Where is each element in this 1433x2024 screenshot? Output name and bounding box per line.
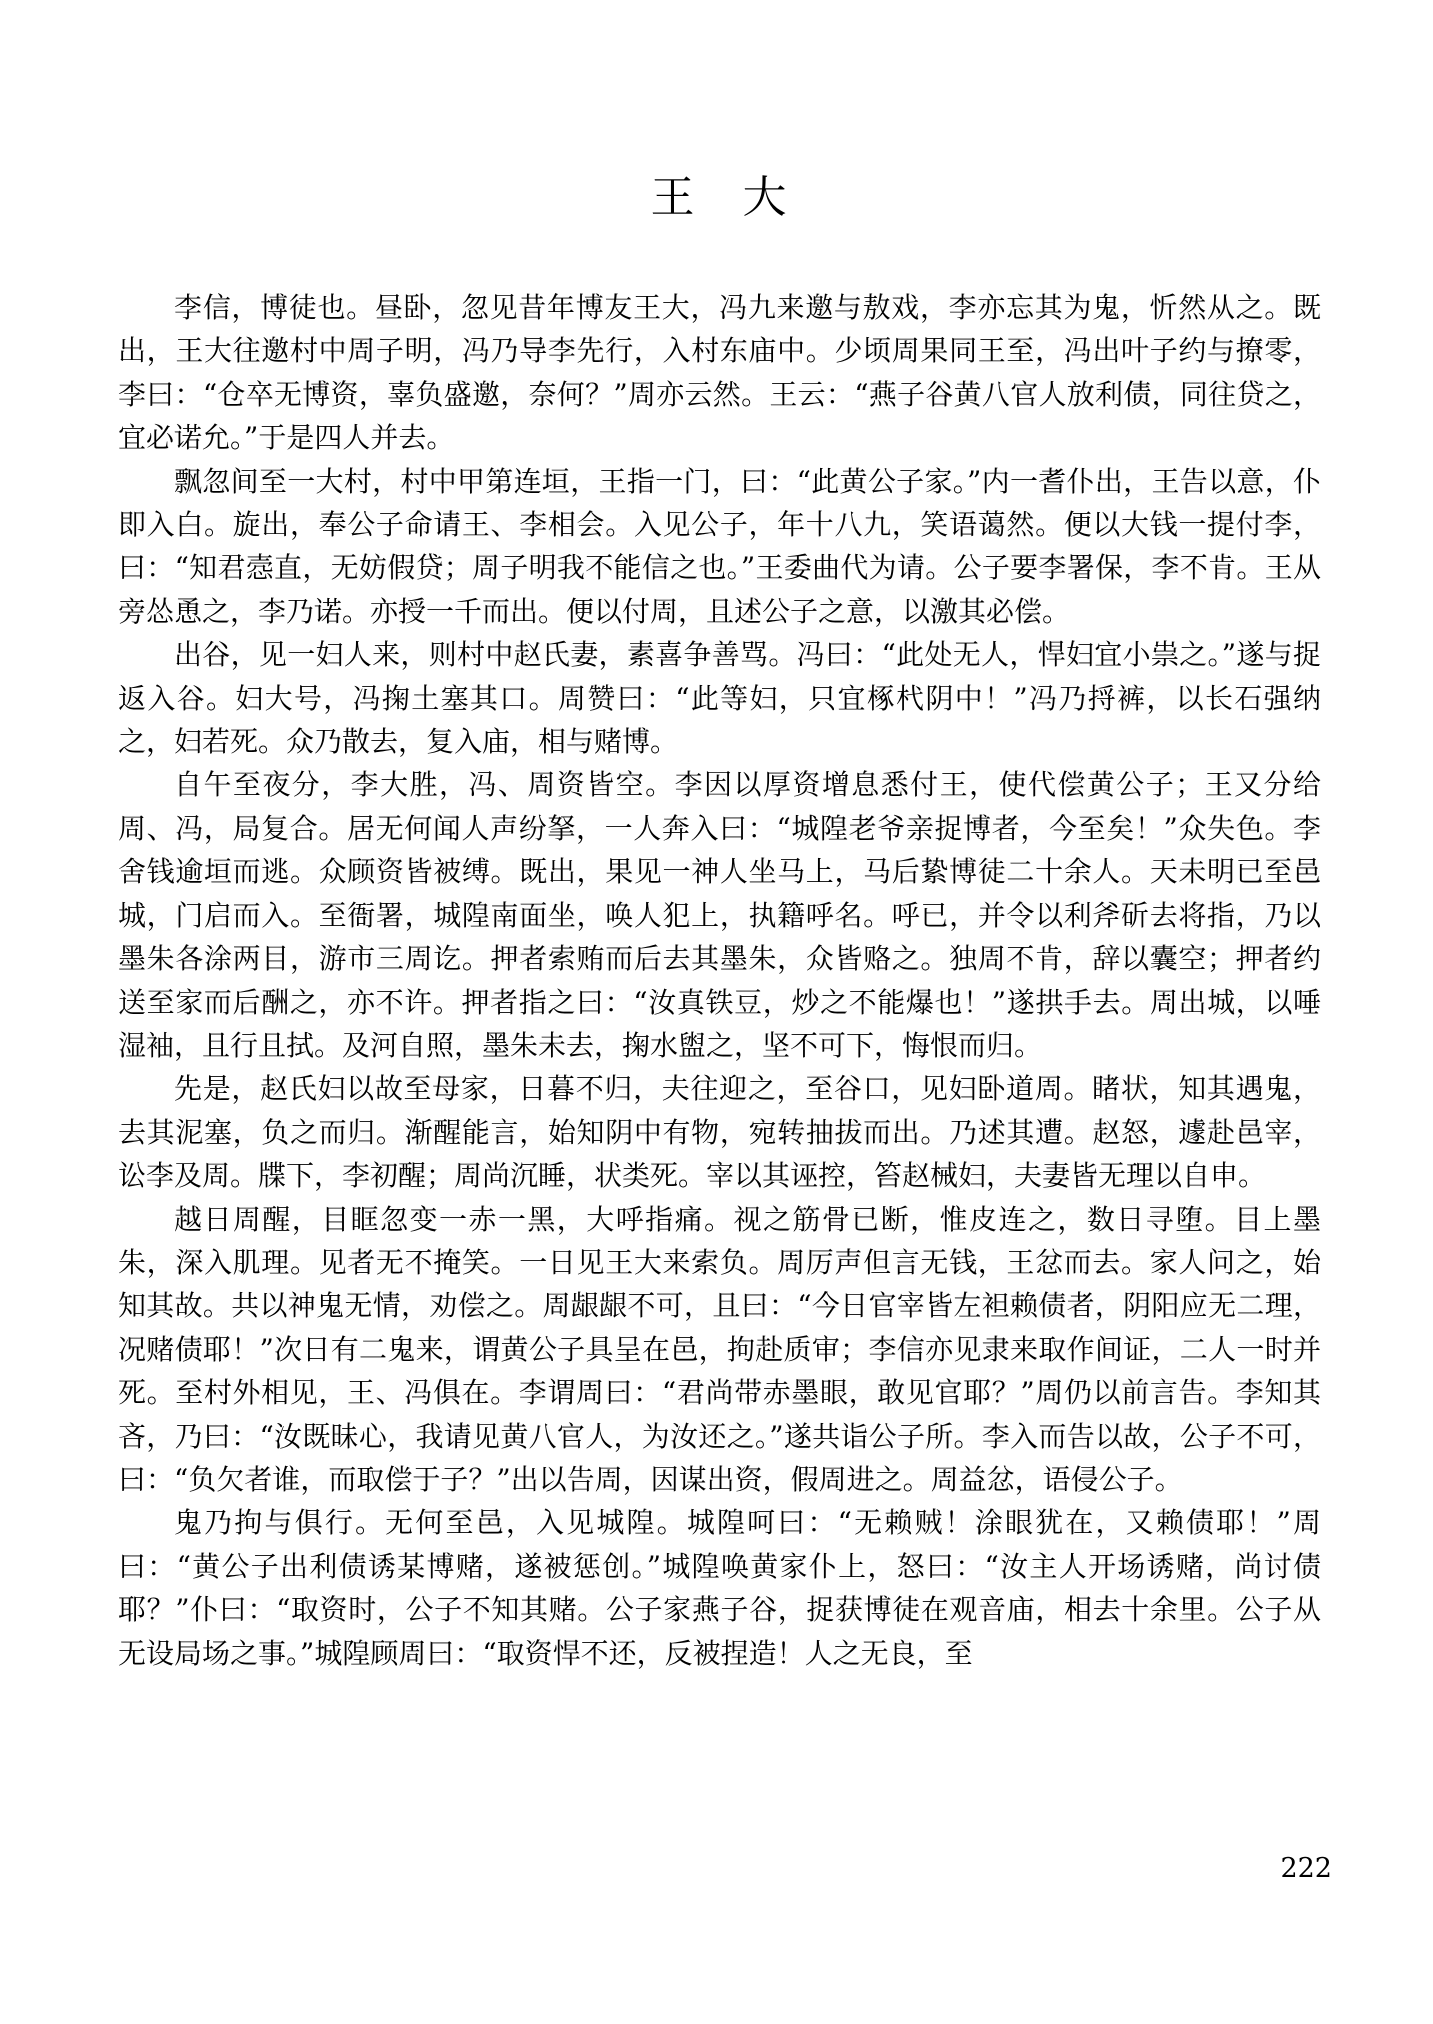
story-body	[118, 286, 1321, 1675]
page-title: 王 大	[650, 172, 789, 223]
page-number: 222	[1280, 1853, 1332, 1884]
paragraph-5: 先是，赵氏妇以故至母家，日暮不归，夫往迎之，至谷口，见妇卧道周。睹状，知其遇鬼，去其泥塞，负之而归。渐醒能言，始知阴中有物，宛转抽拔而出。乃述其遭。赵怒，遽赴邑宰，讼李及周。牒下，李初醒；周尚沉睡，状类死。宰以其诬控，笞赵械妇，夫妻皆无理以自申。	[118, 1072, 1321, 1193]
paragraph-6: 越日周醒，目眶忽变一赤一黑，大呼指痛。视之筋骨已断，惟皮连之，数日寻堕。目上墨朱，深入肌理。见者无不掩笑。一日见王大来索负。周厉声但言无钱，王忿而去。家人问之，始知其故。共以神鬼无情，劝偿之。周龈龈不可，且曰：“今日官宰皆左袒赖债者，阴阳应无二理，况赌债耶！”次日有二鬼来，谓黄公子具呈在邑，拘赴质审；李信亦见隶来取作间证，二人一时并死。至村外相见，王、冯俱在。李谓周曰：“君尚带赤墨眼，敢见官耶？”周仍以前言告。李知其吝，乃曰：“汝既昧心，我请见黄八官人，为汝还之。”遂共诣公子所。李入而告以故，公子不可，曰：“负欠者谁，而取偿于子？”出以告周，因谋出资，假周进之。周益忿，语侵公子。	[118, 1202, 1321, 1496]
paragraph-2: 飘忽间至一大村，村中甲第连垣，王指一门，曰：“此黄公子家。”内一耆仆出，王告以意，仆即入白。旋出，奉公子命请王、李相会。入见公子，年十八九，笑语蔼然。便以大钱一提付李，曰：“知君悫直，无妨假贷；周子明我不能信之也。”王委曲代为请。公子要李署保，李不肯。王从旁怂恿之，李乃诺。亦授一千而出。便以付周，且述公子之意，以激其必偿。	[118, 464, 1321, 628]
paragraph-3: 出谷，见一妇人来，则村中赵氏妻，素喜争善骂。冯曰：“此处无人，悍妇宜小祟之。”遂与捉返入谷。妇大号，冯掬土塞其口。周赞曰：“此等妇，只宜椓杙阴中！”冯乃捋裤，以长石强纳之，妇若死。众乃散去，复入庙，相与赌博。	[118, 638, 1321, 759]
paragraph-4: 自午至夜分，李大胜，冯、周资皆空。李因以厚资增息悉付王，使代偿黄公子；王又分给周、冯，局复合。居无何闻人声纷拏，一人奔入曰：“城隍老爷亲捉博者，今至矣！”众失色。李舍钱逾垣而逃。众顾资皆被缚。既出，果见一神人坐马上，马后絷博徒二十余人。天未明已至邑城，门启而入。至衙署，城隍南面坐，唤人犯上，执籍呼名。呼已，并令以利斧斫去将指，乃以墨朱各涂两目，游市三周讫。押者索贿而后去其墨朱，众皆赂之。独周不肯，辞以囊空；押者约送至家而后酬之，亦不许。押者指之曰：“汝真铁豆，炒之不能爆也！”遂拱手去。周出城，以唾湿袖，且行且拭。及河自照，墨朱未去，掬水盥之，坚不可下，悔恨而归。	[118, 768, 1321, 1062]
paragraph-1: 李信，博徒也。昼卧，忽见昔年博友王大，冯九来邀与敖戏，李亦忘其为鬼，忻然从之。既出，王大往邀村中周子明，冯乃导李先行，入村东庙中。少顷周果同王至，冯出叶子约与撩零，李曰：“仓卒无博资，辜负盛邀，奈何？”周亦云然。王云：“燕子谷黄八官人放利债，同往贷之，宜必诺允。”于是四人并去。	[118, 291, 1321, 455]
paragraph-7: 鬼乃拘与俱行。无何至邑，入见城隍。城隍呵曰：“无赖贼！涂眼犹在，又赖债耶！”周曰：“黄公子出利债诱某博赌，遂被惩创。”城隍唤黄家仆上，怒曰：“汝主人开场诱赌，尚讨债耶？”仆曰：“取资时，公子不知其赌。公子家燕子谷，捉获博徒在观音庙，相去十余里。公子从无设局场之事。”城隍顾周曰：“取资悍不还，反被捏造！人之无良，至	[118, 1506, 1321, 1670]
